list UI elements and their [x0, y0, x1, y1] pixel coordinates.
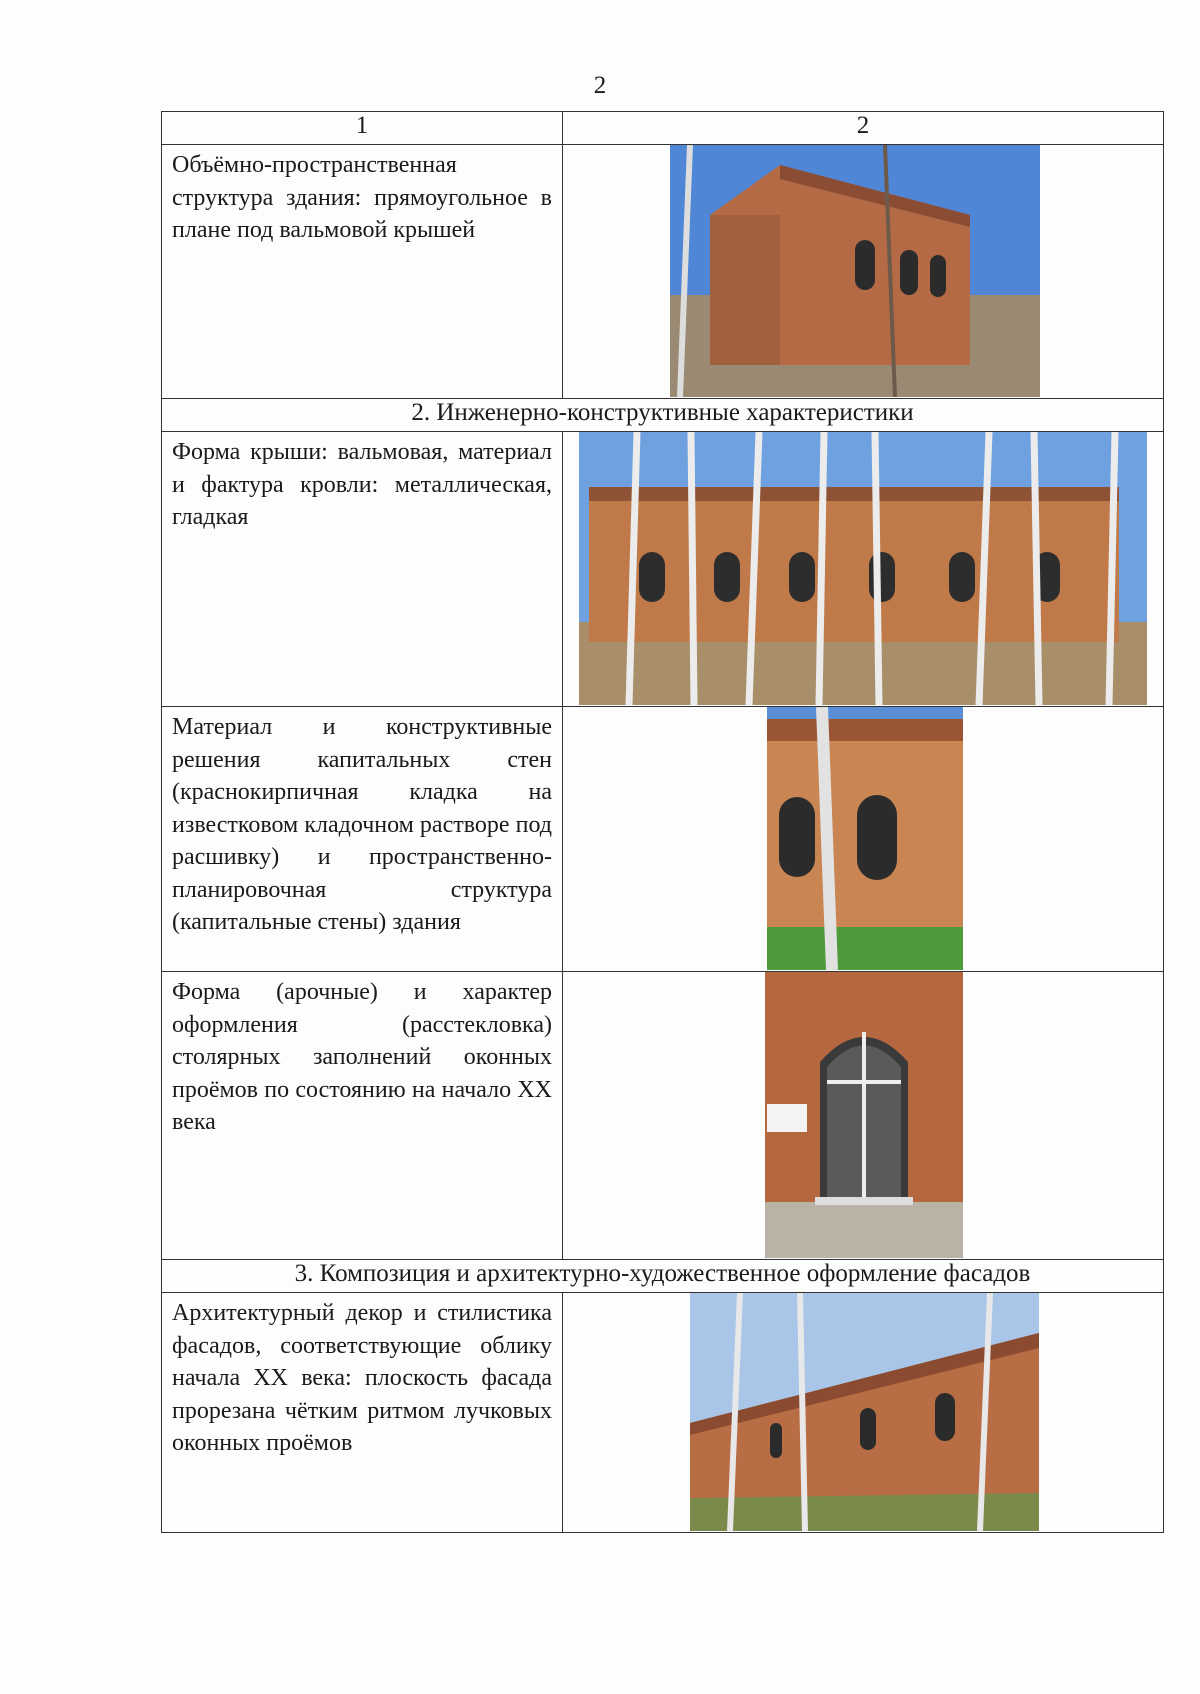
table-row [162, 707, 1164, 972]
section-row [162, 399, 1164, 432]
photo-cell [563, 1293, 1164, 1533]
facade-perspective-photo [690, 1293, 1039, 1531]
section-row [162, 1260, 1164, 1293]
characteristics-table [161, 111, 1164, 1533]
column-header-1: 1 [162, 112, 563, 145]
row-description: Объёмно-пространственная структура здания: прямоугольное в плане под вальмовой крышей [172, 152, 552, 243]
photo-cell [563, 145, 1164, 399]
row-description: Архитектурный декор и стилистика фасадов, соответствующие облику начала XX века: плоскость фасада прорезана чётким ритмом лучковых оконных проёмов [172, 1300, 552, 1456]
photo-cell [563, 707, 1164, 972]
table-row [162, 145, 1164, 399]
photo-cell [563, 432, 1164, 707]
table-row [162, 1293, 1164, 1533]
building-corner-photo [670, 145, 1040, 397]
section-title: 2. Инженерно-конструктивные характеристики [162, 399, 1164, 432]
column-header-2: 2 [563, 112, 1164, 145]
table-row [162, 972, 1164, 1260]
page-number: 2 [593, 72, 607, 99]
row-description: Форма (арочные) и характер оформления (расстекловка) столярных заполнений оконных проёмов по состоянию на начало XX века [172, 979, 552, 1135]
row-description: Форма крыши: вальмовая, материал и фактура кровли: металлическая, гладкая [172, 439, 552, 530]
section-title: 3. Композиция и архитектурно-художественное оформление фасадов [162, 1260, 1164, 1293]
table-row [162, 432, 1164, 707]
table-header-row [162, 112, 1164, 145]
facade-birches-photo [579, 432, 1147, 705]
brick-wall-photo [767, 707, 963, 970]
row-description: Материал и конструктивные решения капитальных стен (краснокирпичная кладка на известковом кладочном растворе под расшивку) и пространственно-планировочная структура (капитальные стены) здания [172, 714, 552, 935]
photo-cell [563, 972, 1164, 1260]
arched-window-photo [765, 972, 963, 1258]
